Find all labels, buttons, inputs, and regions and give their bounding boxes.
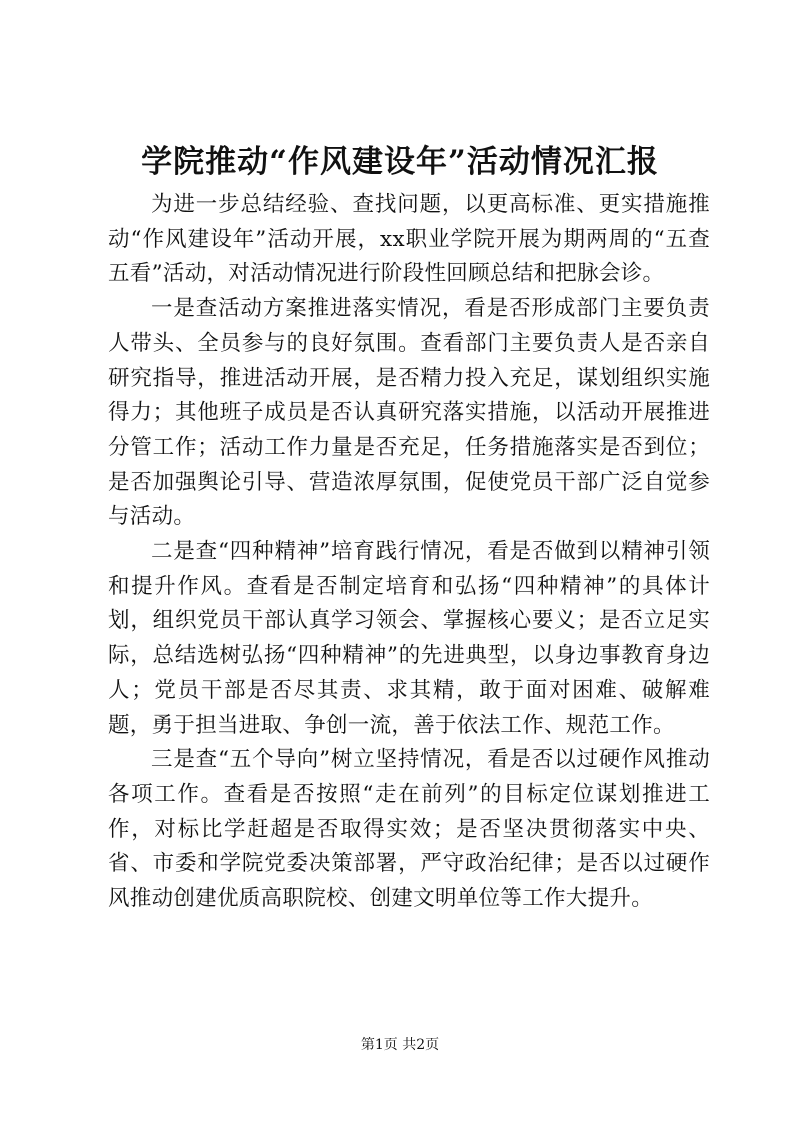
paragraph-intro: 为进一步总结经验、查找问题，以更高标准、更实措施推动“作风建设年”活动开展，xx职业学院开展为期两周的“五查五看”活动，对活动情况进行阶段性回顾总结和把脉会诊。	[108, 192, 710, 287]
page-number-footer: 第1页 共2页	[360, 1037, 440, 1053]
paragraph-point-1: 一是查活动方案推进落实情况，看是否形成部门主要负责人带头、全员参与的良好氛围。查看部门主要负责人是否亲自研究指导，推进活动开展，是否精力投入充足，谋划组织实施得力；其他班子成员是否认真研究落实措施，以活动开展推进分管工作；活动工作力量是否充足，任务措施落实是否到位；是否加强舆论引导、营造浓厚氛围，促使党员干部广泛自觉参与活动。	[108, 296, 710, 530]
paragraph-point-3: 三是查“五个导向”树立坚持情况，看是否以过硬作风推动各项工作。查看是否按照“走在前列”的目标定位谋划推进工作，对标比学赶超是否取得实效；是否坚决贯彻落实中央、省、市委和学院党委决策部署，严守政治纪律；是否以过硬作风推动创建优质高职院校、创建文明单位等工作大提升。	[108, 747, 710, 912]
paragraph-point-2: 二是查“四种精神”培育践行情况，看是否做到以精神引领和提升作风。查看是否制定培育和弘扬“四种精神”的具体计划，组织党员干部认真学习领会、掌握核心要义；是否立足实际，总结选树弘扬“四种精神”的先进典型，以身边事教育身边人；党员干部是否尽其责、求其精，敢于面对困难、破解难题，勇于担当进取、争创一流，善于依法工作、规范工作。	[108, 539, 710, 738]
document-body	[108, 188, 710, 917]
document-title: 学院推动“作风建设年”活动情况汇报	[141, 144, 659, 180]
